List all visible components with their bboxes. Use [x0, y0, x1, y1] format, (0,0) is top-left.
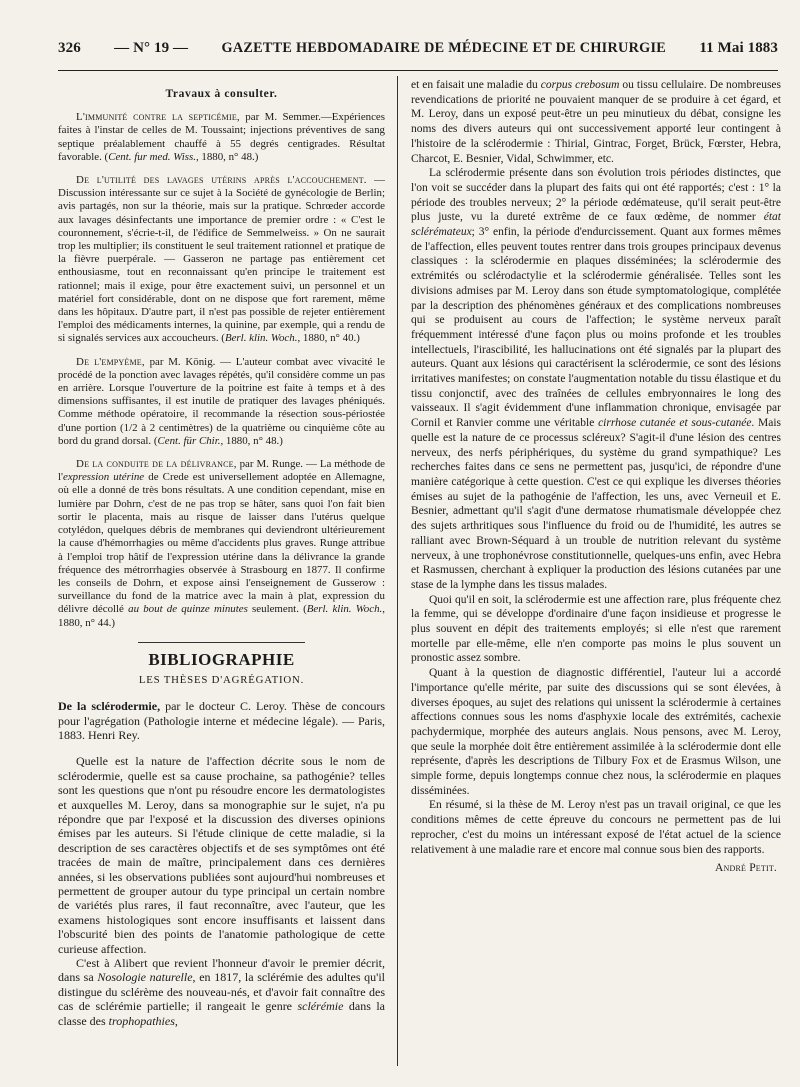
review-paragraph-6: Quant à la question de diagnostic différentiel, l'auteur lui a accordé l'importance qu'elle mérite, par suite des discussions qui se sont élevées, à diverses époques, au sujet des relations qui unissent la sclérodermie à certaines affections connues sous les noms d'asphyxie locale des extrémités, cachexie pachydermique, morphée des auteurs anglais. Nous pensons, avec M. Leroy, que seule la morphée doit être entièrement assimilée à la sclérodermie dont elle représente, d'après les descriptions de Tilbury Fox et de Erasmus Wilson, une simple forme, depuis longtemps connue chez nous, la sclérodermie en plaques disséminées. [411, 667, 781, 797]
column-divider [397, 76, 398, 1066]
review-paragraph-5: Quoi qu'il en soit, la sclérodermie est une affection rare, plus fréquente chez la femme, qui se développe d'ordinaire d'une façon insidieuse et progresse le plus souvent en dépit des traitements employés; si elle n'est que rarement mortelle par elle-même, elle n'en comporte pas moins le plus souvent un pronostic assez sombre. [411, 593, 781, 665]
running-header [58, 40, 778, 66]
right-column [411, 78, 781, 1077]
abstract-lavages-uterins: De l'utilité des lavages utérins après l'accouchement. — Discussion intéressante sur ce sujet à la Société de gynécologie de Berlin; avis partagés, non sur la théorie, mais sur la pratique. Schrœder accorde aux lavages désinfectants une importance de premier ordre : « C'est le couronnement, s'écrie-t-il, de l'édifice de Semmelweiss. » On ne saurait trop les multiplier; ils constituent le seul traitement rationnel et pratique de la fièvre puerpérale. — Gasseron ne partage pas entièrement cet enthousiasme, tout en reconnaissant qu'en principe le traitement est rationnel; mais il exige, pour être exactement suivi, un personnel et un matériel fort considérable, dont on ne dispose que fort rarement, même dans les hôpitaux. D'autre part, il n'est pas possible de rejeter entièrement l'emploi des médicaments internes, la quinine, par exemple, qui a rendu de si signalés services aux accoucheurs. (Berl. klin. Woch., 1880, n° 40.) [58, 174, 385, 345]
book-reference: De la sclérodermie, par le docteur C. Leroy. Thèse de concours pour l'agrégation (Pathologie interne et médecine légale). — Paris, 1883. Henri Rey. [58, 699, 385, 742]
bibliographie-subheading: LES THÈSES D'AGRÉGATION. [138, 673, 305, 686]
review-paragraph-7: En résumé, si la thèse de M. Leroy n'est pas un travail original, ce que les conditions mêmes de cette épreuve du concours ne permettent pas de lui reprocher, c'est du moins un intéressant exposé de l'état actuel de la science relativement à une maladie rare et encore mal connue sous bien des rapports. [411, 799, 781, 856]
left-column [58, 88, 385, 1077]
bibliographie-heading: BIBLIOGRAPHIE [148, 649, 295, 669]
section-title: Travaux à consulter. [165, 88, 278, 100]
review-paragraph-2: C'est à Alibert que revient l'honneur d'avoir le premier décrit, dans sa Nosologie naturelle, en 1817, la sclérémie des adultes qu'il distingue du sclérème des nouveau-nés, et d'avoir fait connaître des cas de sclérémie partielle; il rangeait le genre sclérémie dans la classe des trophopathies, [58, 956, 385, 1028]
abstract-septicemie: L'immunité contre la septicémie, par M. Semmer.—Expériences faites à l'instar de celles de M. Toussaint; injections préventives de sang septique préalablement chauffé à 55 degrés centigrades. Résultat favorable. (Cent. fur med. Wiss., 1880, n° 48.) [58, 111, 385, 163]
abstract-delivrance: De la conduite de la délivrance, par M. Runge. — La méthode de l'expression utérine de Crede est universellement adoptée en Allemagne, où elle a donné de très bons résultats. A une condition cependant, mise en lumière par Dohrn, c'est de ne pas trop se hâter, sans quoi l'on fait bien sortir le placenta, mais au risque de laisser dans l'utérus quelque cotylédon, quelques débris de membranes qui deviendront ultérieurement la cause d'hémorrhagies ou même d'accidents plus graves. Runge attribue à l'emploi trop hâtif de l'expression utérine dans la délivrance la grande fréquence des métrorrhagies observée à Strasbourg en 1877. Il confirme les conseils de Dohrn, et expose ainsi l'enseignement de Gusserow : surveillance du fond de la matrice avec la main à plat, expression du délivre décollé au bout de quinze minutes seulement. (Berl. klin. Woch., 1880, n° 44.) [58, 458, 385, 629]
review-paragraph-4: La sclérodermie présente dans son évolution trois périodes distinctes, que l'on voit se succéder dans la plupart des faits qui ont été rapportés; c'est : 1° la période des troubles nerveux; 2° la période œdémateuse, qu'il serait peut-être plus juste, vu la dureté extrême de ce faux œdème, de nommer état sclérémateux; 3° enfin, la période d'endurcissement. Quant aux formes mêmes de l'affection, elles peuvent toutes rentrer dans trois groupes principaux devenus classiques : la sclérodermie en plaques disséminées; la sclérodermie des extrémités ou sclérodactylie et la sclérodermie généralisée. Telles sont les divisions admises par M. Leroy dans son étude symptomatologique, complétée par la description des phénomènes généraux et des complications nombreuses qui se produisent au cours de l'affection; le système nerveux paraît fréquemment intéressé d'une façon plus ou moins profonde et les troubles intellectuels, l'irascibilité, les hallucinations ont été signalés par la plupart des auteurs. Quant aux lésions qui caractérisent la sclérodermie, ce sont des lésions irritatives manifestes; on constate l'augmentation notable du tissu élastique et du tissu conjonctif, avec des traînées de cellules embryonnaires le long des vaisseaux. Il s'agit évidemment d'une inflammation chronique, envisagée par Cornil et Ranvier comme une véritable cirrhose cutanée et sous-cutanée. Mais quelle est la nature de ce processus scléreux? S'agit-il d'une lésion des centres nerveux, des nerfs périphériques, du système du grand sympathique? Les recherches faites dans ce sens ne permettent pas, jusqu'ici, de répondre d'une manière catégorique à cette question. C'est ce qui explique les diverses théories émises au sujet de la pathogénie de l'affection, les uns, avec Verneuil et E. Besnier, admettant qu'il s'agit d'une dermatose rhumatismale développée chez des sujets arthritiques sous l'influence du froid ou de l'humidité, les autres se ralliant avec Brown-Séquard à un trouble de nutrition relevant du système nerveux, à une trophonévrose constitutionnelle, quelques-uns enfin, avec Hebra et Rasmussen, cherchant à expliquer la production des lésions cutanées par une stase de la lymphe dans les tissus malades. [411, 167, 781, 591]
issue-date: 11 Mai 1883 [699, 40, 778, 56]
abstract-empyeme: De l'empyème, par M. König. — L'auteur combat avec vivacité le procédé de la ponction avec lavages répétés, qu'il considère comme un pas en arrière. Lorsque l'ouverture de la poitrine est faite à temps et à des dimensions suffisantes, il est inutile de pratiquer des lavages phéniqués. Comme méthode opératoire, il recommande la résection sous-périostée d'une portion (1/2 à 2 centimètres) de la quatrième ou cinquième côte au bord du grand dorsal. (Cent. für Chir., 1880, n° 48.) [58, 355, 385, 447]
section-separator [138, 642, 305, 643]
journal-title: GAZETTE HEBDOMADAIRE DE MÉDECINE ET DE CHIRURGIE [221, 40, 667, 56]
review-paragraph-3: et en faisait une maladie du corpus crebosum ou tissu cellulaire. De nombreuses revendications de priorité ne pouvaient manquer de se produire à cet égard, et M. Leroy, dans un exposé peut-être un peu minutieux du débat, consigne les noms des divers auteurs qui ont successivement apporté leur contingent à l'histoire de la sclérodermie : Thirial, Gintrac, Forget, Brück, Fœrster, Hebra, Charcot, E. Besnier, Vidal, Schwimmer, etc. [411, 79, 781, 165]
page-number: 326 [58, 40, 81, 56]
author-signature: André Petit. [715, 862, 777, 875]
review-paragraph-1: Quelle est la nature de l'affection décrite sous le nom de sclérodermie, quelle est sa cause prochaine, sa pathogénie? telles sont les questions que n'ont pu résoudre encore les dermatologistes et auxquelles M. Leroy, dans sa monographie sur le sujet, n'a pu répondre que par l'exposé et la discussion des diverses opinions émises par les auteurs. Si l'étude clinique de cette maladie, si la description de ses caractères objectifs et de ses symptômes ont été tracées de main de maître, principalement dans ces dernières années, si les observations publiées sont aujourd'hui nombreuses et permettent de grouper autour du type principal un certain nombre de variétés plus rares, il faut reconnaître, avec l'auteur, que les examens histologiques sont encore insuffisants et laissent dans l'obscurité bien des points de l'anatomie pathologique de cette curieuse affection. [58, 754, 385, 956]
header-rule [58, 70, 778, 71]
issue-number: — N° 19 — [114, 40, 189, 56]
